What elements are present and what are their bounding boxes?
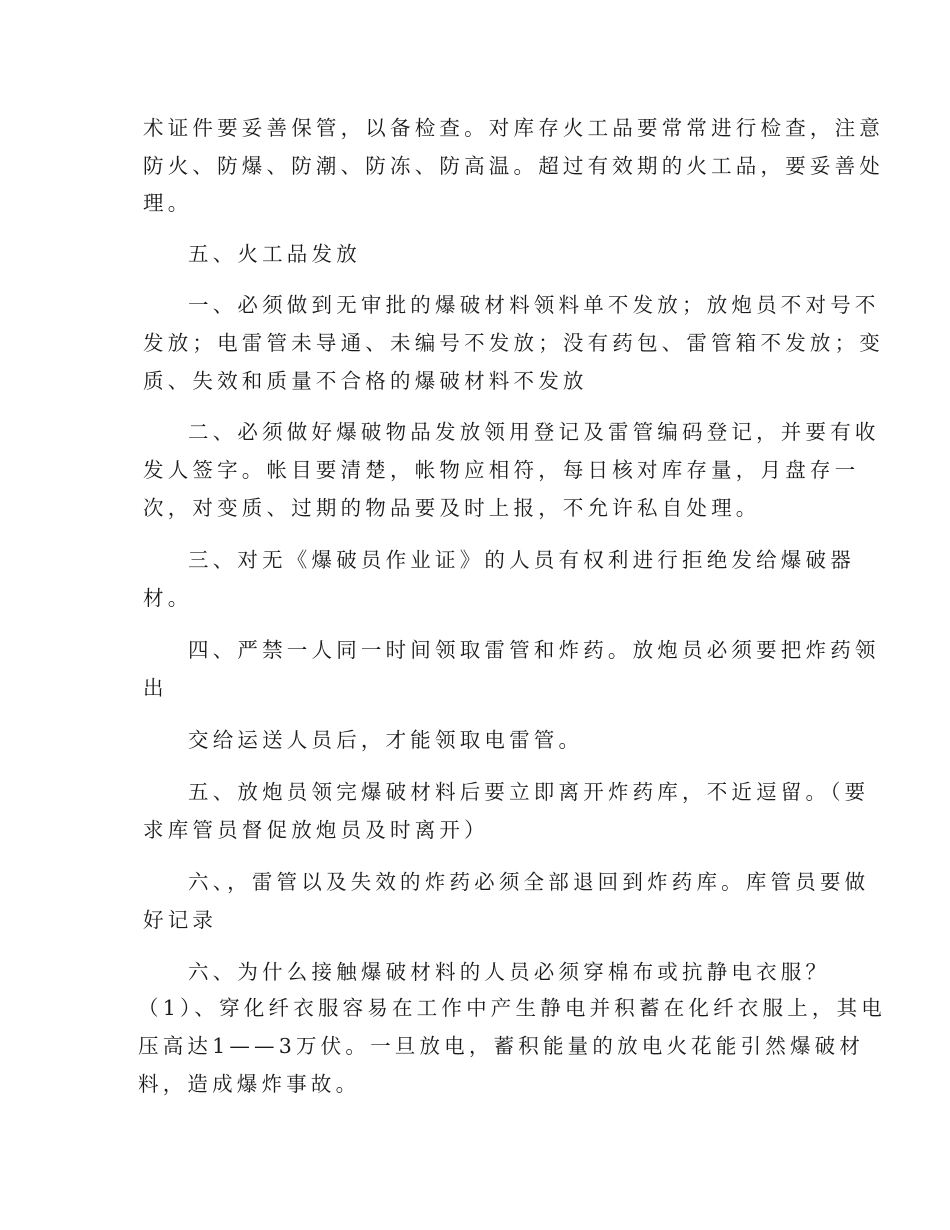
text-line: 交给运送人员后，才能领取电雷管。	[188, 728, 584, 752]
text-line: 发放；电雷管未导通、未编号不发放；没有药包、雷管箱不发放；变	[143, 331, 884, 355]
text-line: 六、，雷管以及失效的炸药必须全部退回到炸药库。库管员要做	[188, 870, 870, 894]
heading-line: 五、火工品发放	[188, 242, 361, 266]
text-line: 防火、防爆、防潮、防冻、防高温。超过有效期的火工品，要妥善处	[143, 154, 884, 178]
text-line: 压高达1——3万伏。一旦放电，蓄积能量的放电火花能引然爆破材	[138, 1034, 865, 1058]
text-line: 三、对无《爆破员作业证》的人员有权利进行拒绝发给爆破器	[188, 548, 855, 572]
text-line: 五、放炮员领完爆破材料后要立即离开炸药库，不近逗留。（要	[188, 780, 870, 804]
text-line: 好记录	[143, 908, 218, 932]
text-line: 求库管员督促放炮员及时离开）	[143, 818, 489, 842]
text-line: 料，造成爆炸事故。	[138, 1072, 361, 1096]
text-line: 发人签字。帐目要清楚，帐物应相符，每日核对库存量，月盘存一	[143, 458, 860, 482]
text-line: （1）、穿化纤衣服容易在工作中产生静电并积蓄在化纤衣服上，其电	[138, 996, 886, 1020]
text-line: 理。	[143, 191, 193, 215]
text-line: 一、必须做到无审批的爆破材料领料单不发放；放炮员不对号不	[188, 293, 880, 317]
text-line: 材。	[143, 586, 193, 610]
text-line: 四、严禁一人同一时间领取雷管和炸药。放炮员必须要把炸药领	[188, 638, 880, 662]
heading-line: 六、为什么接触爆破材料的人员必须穿棉布或抗静电衣服？	[188, 960, 831, 984]
text-line: 质、失效和质量不合格的爆破材料不发放	[143, 369, 588, 393]
text-line: 出	[143, 676, 168, 700]
text-line: 次，对变质、过期的物品要及时上报，不允许私自处理。	[143, 496, 761, 520]
text-line: 术证件要妥善保管，以备检查。对库存火工品要常常进行检查，注意	[143, 116, 884, 140]
text-line: 二、必须做好爆破物品发放领用登记及雷管编码登记，并要有收	[188, 420, 880, 444]
